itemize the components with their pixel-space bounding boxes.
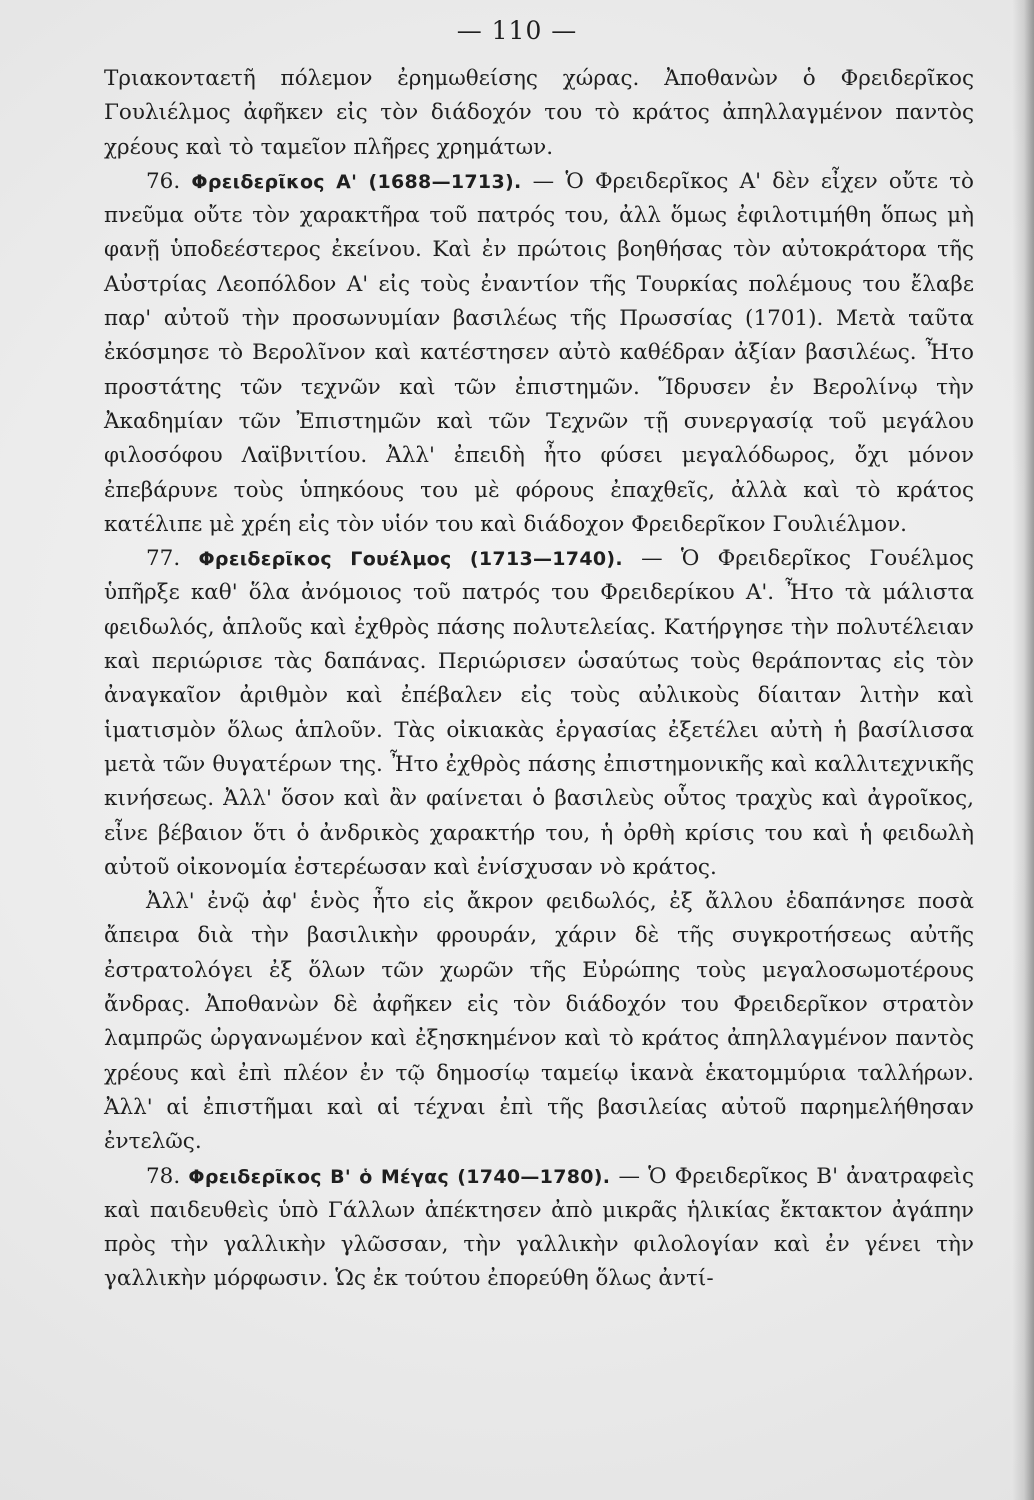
paragraph-text: Τριακονταετῆ πόλεμον ἐρημωθείσης χώρας. Ἀποθανὼν ὁ Φρειδερῖκος Γουλιέλμος ἀφῆκεν εἰς τὸν διάδοχόν του τὸ κράτος ἀπηλλαγμένον παντὸς χρέους καὶ τὸ ταμεῖον πλῆρες χρημάτων. bbox=[104, 66, 974, 160]
section-76 bbox=[104, 165, 974, 542]
section-number: 77. bbox=[146, 546, 181, 572]
section-number: 76. bbox=[146, 168, 181, 194]
paragraph-text: — Ὁ Φρειδερῖκος Β' ἀνατραφεὶς καὶ παιδευθεὶς ὑπὸ Γάλλων ἀπέκτησεν ἀπὸ μικρᾶς ἡλικίας ἔκτακτον ἀγάπην πρὸς τὴν γαλλικὴν γλῶσσαν, τὴν γαλλικὴν φιλολογίαν καὶ ἐν γένει τὴν γαλλικὴν μόρφωσιν. Ὡς ἐκ τούτου ἐπορεύθη ὅλως ἀντί- bbox=[104, 1163, 974, 1292]
section-78 bbox=[104, 1160, 974, 1297]
paragraph-text: — Ὁ Φρειδερῖκος Α' δὲν εἶχεν οὔτε τὸ πνεῦμα οὔτε τὸν χαρακτῆρα τοῦ πατρός του, ἀλλ ὅμως ἐφιλοτιμήθη ὅπως μὴ φανῇ ὑποδεέστερος ἐκείνου. Καὶ ἐν πρώτοις βοηθήσας τὸν αὐτοκράτορα τῆς Αὐστρίας Λεοπόλδον Α' εἰς τοὺς ἐναντίον τῆς Τουρκίας πολέμους του ἔλαβε παρ' αὐτοῦ τὴν προσωνυμίαν βασιλέως τῆς Πρωσσίας (1701). Μετὰ ταῦτα ἐκόσμησε τὸ Βερολῖνον καὶ κατέστησεν αὐτὸ καθέδραν ἀξίαν βασιλέως. Ἦτο προστάτης τῶν τεχνῶν καὶ τῶν ἐπιστημῶν. Ἵδρυσεν ἐν Βερολίνῳ τὴν Ἀκαδημίαν τῶν Ἐπιστημῶν καὶ τῶν Τεχνῶν τῇ συνεργασίᾳ τοῦ μεγάλου φιλοσόφου Λαϊβνιτίου. Ἀλλ' ἐπειδὴ ἦτο φύσει μεγαλόδωρος, ὄχι μόνον ἐπεβάρυνε τοὺς ὑπηκόους του μὲ φόρους ἐπαχθεῖς, ἀλλὰ καὶ τὸ κράτος κατέλιπε μὲ χρέη εἰς τὸν υἱόν του καὶ διάδοχον Φρειδερῖκον Γουλιέλμον. bbox=[104, 168, 974, 537]
page-number: — 110 — bbox=[456, 16, 578, 45]
paragraph-continuation bbox=[104, 62, 974, 165]
section-heading: Φρειδερῖκος Β' ὁ Μέγας (1740—1780). bbox=[188, 1165, 611, 1188]
spine-shadow bbox=[1012, 0, 1034, 1500]
section-number: 78. bbox=[146, 1163, 181, 1189]
body-text bbox=[104, 62, 974, 1297]
paragraph bbox=[104, 885, 974, 1159]
paragraph-text: Ἀλλ' ἐνῷ ἀφ' ἑνὸς ἦτο εἰς ἄκρον φειδωλός, ἐξ ἄλλου ἐδαπάνησε ποσὰ ἄπειρα διὰ τὴν βασιλικὴν φρουράν, χάριν δὲ τῆς συγκροτήσεως αὐτῆς ἐστρατολόγει ἐξ ὅλων τῶν χωρῶν τῆς Εὐρώπης τοὺς μεγαλοσωμοτέρους ἄνδρας. Ἀποθανὼν δὲ ἀφῆκεν εἰς τὸν διάδοχόν του Φρειδερῖκον στρατὸν λαμπρῶς ὠργανωμένον καὶ ἐξησκημένον καὶ τὸ κράτος ἀπηλλαγμένον παντὸς χρέους καὶ ἐπὶ πλέον ἐν τῷ δημοσίῳ ταμείῳ ἱκανὰ ἑκατομμύρια ταλλήρων. Ἀλλ' αἱ ἐπιστῆμαι καὶ αἱ τέχναι ἐπὶ τῆς βασιλείας αὐτοῦ παρημελήθησαν ἐντελῶς. bbox=[104, 889, 974, 1155]
paragraph-text: — Ὁ Φρειδερῖκος Γουέλμος ὑπῆρξε καθ' ὅλα ἀνόμοιος τοῦ πατρός του Φρειδερίκου Α'. Ἦτο τὰ μάλιστα φειδωλός, ἁπλοῦς καὶ ἐχθρὸς πάσης πολυτελείας. Κατήργησε τὴν πολυτέλειαν καὶ περιώρισε τὰς δαπάνας. Περιώρισεν ὡσαύτως τοὺς θεράποντας εἰς τὸν ἀναγκαῖον ἀριθμὸν καὶ ἐπέβαλεν εἰς τοὺς αὐλικοὺς δίαιταν λιτὴν καὶ ἱματισμὸν ὅλως ἁπλοῦν. Τὰς οἰκιακὰς ἐργασίας ἐξετέλει αὐτὴ ἡ βασίλισσα μετὰ τῶν θυγατέρων της. Ἦτο ἐχθρὸς πάσης ἐπιστημονικῆς καὶ καλλιτεχνικῆς κινήσεως. Ἀλλ' ὅσον καὶ ἂν φαίνεται ὁ βασιλεὺς οὗτος τραχὺς καὶ ἀγροῖκος, εἶνε βέβαιον ὅτι ὁ ἀνδρικὸς χαρακτήρ του, ἡ ὀρθὴ κρίσις του καὶ ἡ φειδωλὴ αὐτοῦ οἰκονομία ἐστερέωσαν καὶ ἐνίσχυσαν νὸ κράτος. bbox=[104, 546, 974, 880]
section-heading: Φρειδερῖκος Α' (1688—1713). bbox=[191, 170, 522, 193]
section-77 bbox=[104, 542, 974, 885]
section-heading: Φρειδερῖκος Γουέλμος (1713—1740). bbox=[198, 548, 623, 571]
